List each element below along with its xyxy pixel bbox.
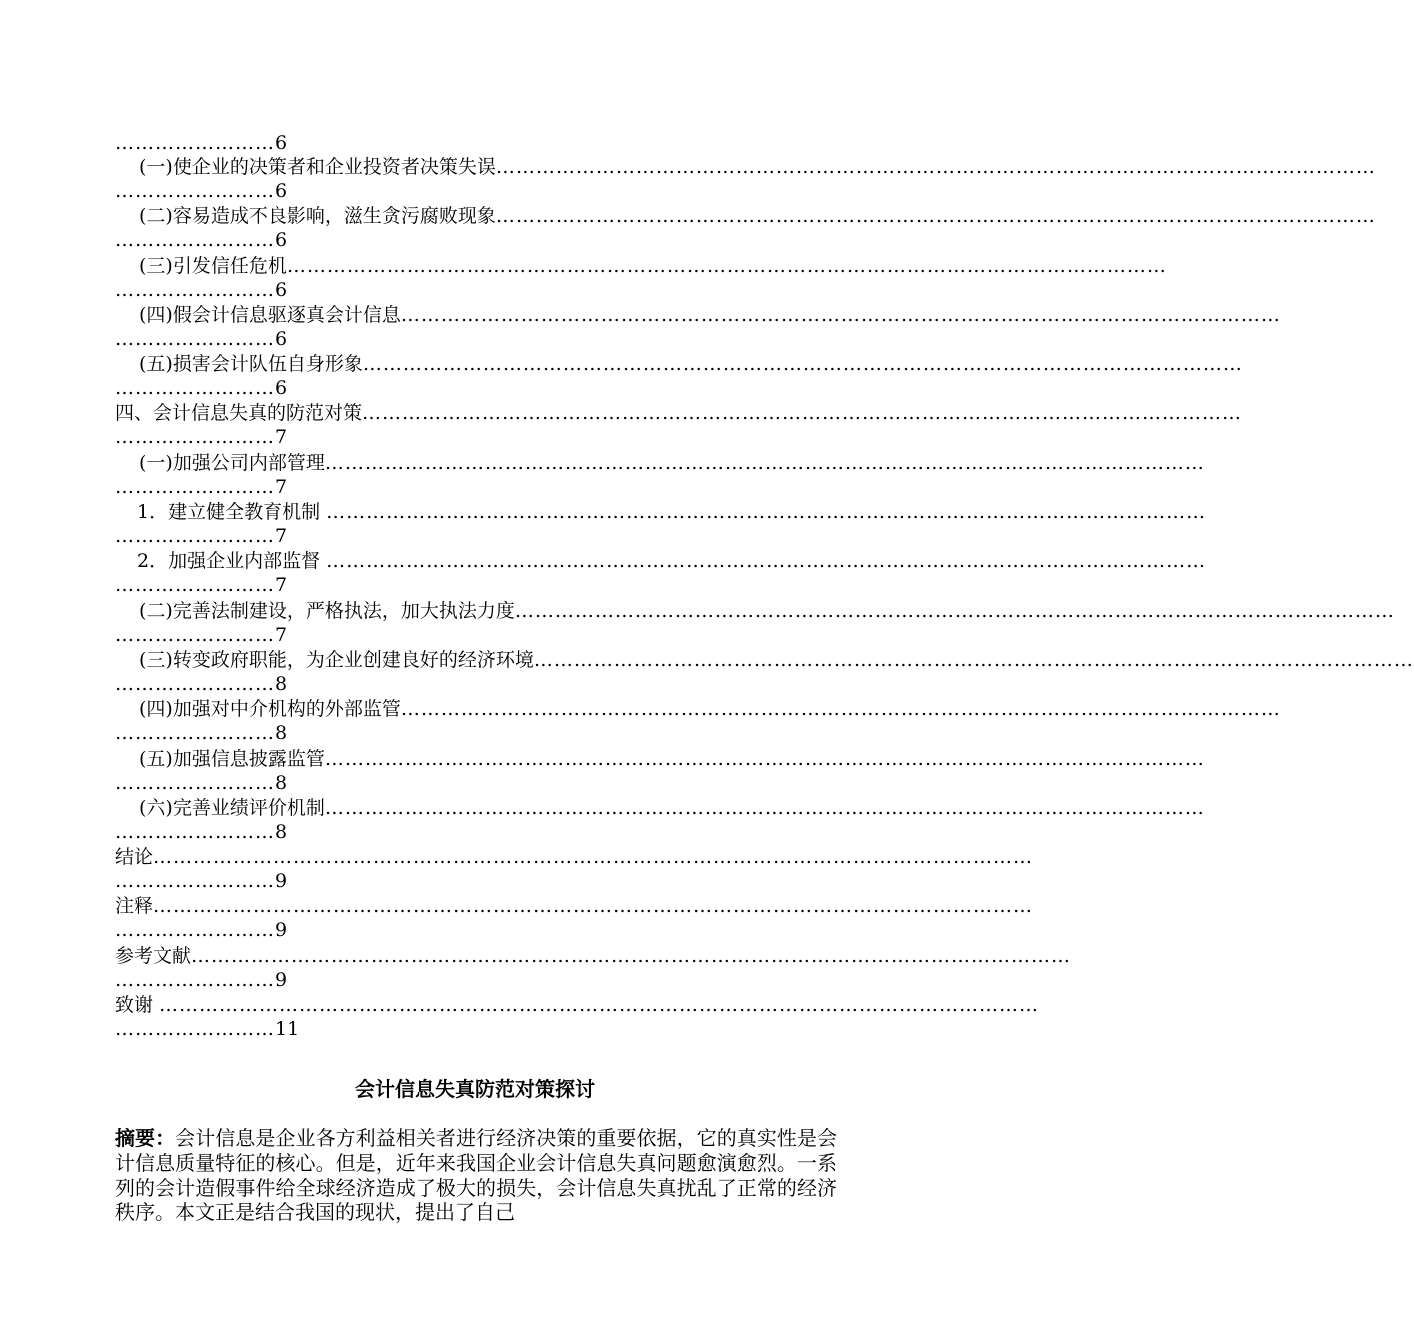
- toc-leader-dots: ……………………: [115, 475, 275, 498]
- toc-entry-line: [115, 549, 1207, 573]
- toc-page-number: 9: [275, 968, 288, 991]
- toc-page-number: 9: [275, 919, 288, 942]
- toc-page-number: 7: [275, 525, 288, 548]
- toc-page-number: 11: [275, 1018, 300, 1041]
- toc-entry[interactable]: [115, 204, 1376, 253]
- toc-leader-dots: ……………………………………………………………………………………………………………………: [514, 599, 1395, 622]
- toc-page-number: 6: [275, 229, 288, 252]
- toc-entry-title: 四、会计信息失真的防范对策: [115, 402, 363, 425]
- toc-entry-title: (五)损害会计队伍自身形象: [139, 353, 363, 376]
- toc-leader-dots: ……………………: [115, 574, 275, 597]
- toc-entry-tail: [115, 475, 837, 499]
- toc-entry-tail: [115, 623, 837, 647]
- toc-page-number: 6: [275, 278, 288, 301]
- toc-entry-line: [115, 796, 1205, 820]
- toc-entry-tail: [115, 425, 837, 449]
- toc-leader-dots: ……………………: [115, 771, 275, 794]
- toc-entry-title: (二)容易造成不良影响，滋生贪污腐败现象: [139, 205, 496, 228]
- toc-page-number: 6: [275, 132, 288, 154]
- toc-entry-line: [115, 993, 1040, 1017]
- toc-entry-line: [115, 747, 1205, 771]
- toc-entry-title: 注释: [115, 895, 154, 918]
- toc-entry-tail: [115, 179, 837, 203]
- toc-entry-title: (一)加强公司内部管理: [139, 451, 325, 474]
- toc-entry-line: [115, 500, 1207, 524]
- toc-entry[interactable]: [115, 796, 1205, 845]
- abstract-label: 摘要：: [115, 1126, 176, 1150]
- toc-page-number: 7: [275, 574, 288, 597]
- toc-leader-dots: ……………………: [115, 820, 275, 843]
- toc-entry-tail: [115, 721, 837, 745]
- toc-leader-dots: ……………………: [115, 1018, 275, 1041]
- toc-entry-tail: [115, 968, 837, 992]
- toc-leader-dots: ……………………………………………………………………………………………………………………: [533, 648, 1414, 671]
- toc-entry-title: (四)加强对中介机构的外部监管: [139, 698, 401, 721]
- toc-entry[interactable]: [115, 894, 1034, 943]
- toc-leader-dots: ……………………………………………………………………………………………………………………: [495, 156, 1376, 178]
- toc-page-number: 7: [275, 623, 288, 646]
- toc-entry-line: [115, 648, 1414, 672]
- toc-entry-tail: [115, 327, 837, 351]
- toc-entry-title: 结论: [115, 846, 154, 869]
- toc-entry-title: (一)使企业的决策者和企业投资者决策失误: [139, 156, 496, 178]
- toc-leader-dots: ……………………………………………………………………………………………………………………: [362, 353, 1243, 376]
- toc-entry-line: [115, 155, 1376, 179]
- toc-entry[interactable]: [115, 549, 1207, 598]
- toc-leader-dots: ……………………………………………………………………………………………………………………: [159, 994, 1040, 1017]
- toc-entry-title: 1．建立健全教育机制: [137, 501, 327, 524]
- toc-leader-dots: ……………………………………………………………………………………………………………………: [362, 402, 1243, 425]
- toc-leader-dots: ……………………: [115, 278, 275, 301]
- toc-entry-tail: [115, 869, 837, 893]
- toc-entry-line: [115, 845, 1034, 869]
- toc-leader-dots: ……………………………………………………………………………………………………………………: [326, 550, 1207, 573]
- toc-entry-title: 致谢: [115, 994, 160, 1017]
- toc-entry[interactable]: [115, 845, 1034, 894]
- toc-entry[interactable]: [115, 599, 1395, 648]
- toc-leader-dots: ……………………: [115, 525, 275, 548]
- toc-leader-dots: ……………………………………………………………………………………………………………………: [400, 303, 1281, 326]
- toc-entry-line: [115, 697, 1281, 721]
- toc-entry[interactable]: [115, 401, 1243, 450]
- toc-entry-line: [115, 401, 1243, 425]
- toc-entry-tail: [115, 771, 837, 795]
- toc-continuation-line: [115, 131, 287, 155]
- toc-leader-dots: ……………………: [115, 377, 275, 400]
- toc-page-number: 9: [275, 870, 288, 893]
- toc-entry-line: [115, 352, 1243, 376]
- toc-leader-dots: ……………………: [115, 722, 275, 745]
- toc-leader-dots: ……………………………………………………………………………………………………………………: [400, 698, 1281, 721]
- toc-entry-tail: [115, 918, 837, 942]
- abstract-text: 会计信息是企业各方利益相关者进行经济决策的重要依据，它的真实性是会计信息质量特征的核心。但是，近年来我国企业会计信息失真问题愈演愈烈。一系列的会计造假事件给全球经济造成了极大的损失，会计信息失真扰乱了正常的经济秩序。本文正是结合我国的现状，提出了自己: [115, 1126, 837, 1225]
- toc-entry-line: [115, 599, 1395, 623]
- toc-page-number: 6: [275, 327, 288, 350]
- toc-entry[interactable]: [115, 254, 1167, 303]
- toc-leader-dots: ……………………………………………………………………………………………………………………: [153, 895, 1034, 918]
- toc-page-number: 8: [275, 722, 288, 745]
- toc-leader-dots: ……………………: [115, 229, 275, 252]
- toc-entry-line: [115, 303, 1281, 327]
- toc-leader-dots: ……………………………………………………………………………………………………………………: [324, 451, 1205, 474]
- toc-leader-dots: ……………………: [115, 672, 275, 695]
- toc-entry-line: [115, 204, 1376, 228]
- toc-leader-dots: ……………………: [115, 623, 275, 646]
- document-title: 会计信息失真防范对策探讨: [355, 1077, 595, 1101]
- toc-entry[interactable]: [115, 500, 1207, 549]
- toc-page-number: 8: [275, 672, 288, 695]
- abstract: [115, 1126, 837, 1225]
- toc-page-number: 8: [275, 771, 288, 794]
- toc-entry-line: [115, 894, 1034, 918]
- toc-entry[interactable]: [115, 944, 1072, 993]
- toc-entry[interactable]: [115, 648, 1414, 697]
- toc-page-number: 7: [275, 426, 288, 449]
- toc-entry-title: 2．加强企业内部监督: [137, 550, 327, 573]
- toc-dots: ……………………: [115, 132, 275, 154]
- toc-entry-tail: [115, 524, 837, 548]
- toc-entry-line: [115, 254, 1167, 278]
- toc-page-number: 8: [275, 820, 288, 843]
- toc-entry-tail: [115, 376, 837, 400]
- toc-entry-tail: [115, 672, 837, 696]
- toc-leader-dots: ……………………………………………………………………………………………………………………: [153, 846, 1034, 869]
- toc-entry[interactable]: [115, 697, 1281, 746]
- toc-entry-title: (二)完善法制建设，严格执法，加大执法力度: [139, 599, 515, 622]
- toc-leader-dots: ……………………: [115, 327, 275, 350]
- toc-leader-dots: ……………………: [115, 968, 275, 991]
- toc-leader-dots: ……………………: [115, 180, 275, 202]
- toc-leader-dots: ……………………: [115, 870, 275, 893]
- toc-leader-dots: ……………………………………………………………………………………………………………………: [286, 254, 1167, 277]
- toc-entry-tail: [115, 1017, 837, 1041]
- toc-entry[interactable]: [115, 451, 1205, 500]
- toc-entry-title: (三)转变政府职能，为企业创建良好的经济环境: [139, 648, 534, 671]
- toc-entry-tail: [115, 820, 837, 844]
- toc-leader-dots: ……………………………………………………………………………………………………………………: [324, 796, 1205, 819]
- toc-entry-title: (五)加强信息披露监管: [139, 747, 325, 770]
- toc-entry-title: (六)完善业绩评价机制: [139, 796, 325, 819]
- toc-leader-dots: ……………………………………………………………………………………………………………………: [324, 747, 1205, 770]
- toc-entry-tail: [115, 228, 837, 252]
- toc-page-number: 6: [275, 180, 288, 202]
- toc-page-number: 7: [275, 475, 288, 498]
- toc-entry-title: 参考文献: [115, 944, 192, 967]
- toc-entry[interactable]: [115, 352, 1243, 401]
- toc-leader-dots: ……………………………………………………………………………………………………………………: [326, 501, 1207, 524]
- toc-entry[interactable]: [115, 303, 1281, 352]
- toc-entry-tail: [115, 278, 837, 302]
- toc-entry[interactable]: [115, 993, 1040, 1042]
- toc-leader-dots: ……………………: [115, 426, 275, 449]
- toc-entry[interactable]: [115, 155, 1376, 204]
- toc-entry-line: [115, 451, 1205, 475]
- toc-leader-dots: ……………………………………………………………………………………………………………………: [495, 205, 1376, 228]
- toc-entry-title: (四)假会计信息驱逐真会计信息: [139, 303, 401, 326]
- toc-entry[interactable]: [115, 747, 1205, 796]
- toc-entry-line: [115, 944, 1072, 968]
- toc-entry-tail: [115, 573, 837, 597]
- toc-leader-dots: ……………………………………………………………………………………………………………………: [191, 944, 1072, 967]
- toc-page-number: 6: [275, 377, 288, 400]
- table-of-contents: [115, 155, 1414, 1042]
- toc-leader-dots: ……………………: [115, 919, 275, 942]
- toc-entry-title: (三)引发信任危机: [139, 254, 287, 277]
